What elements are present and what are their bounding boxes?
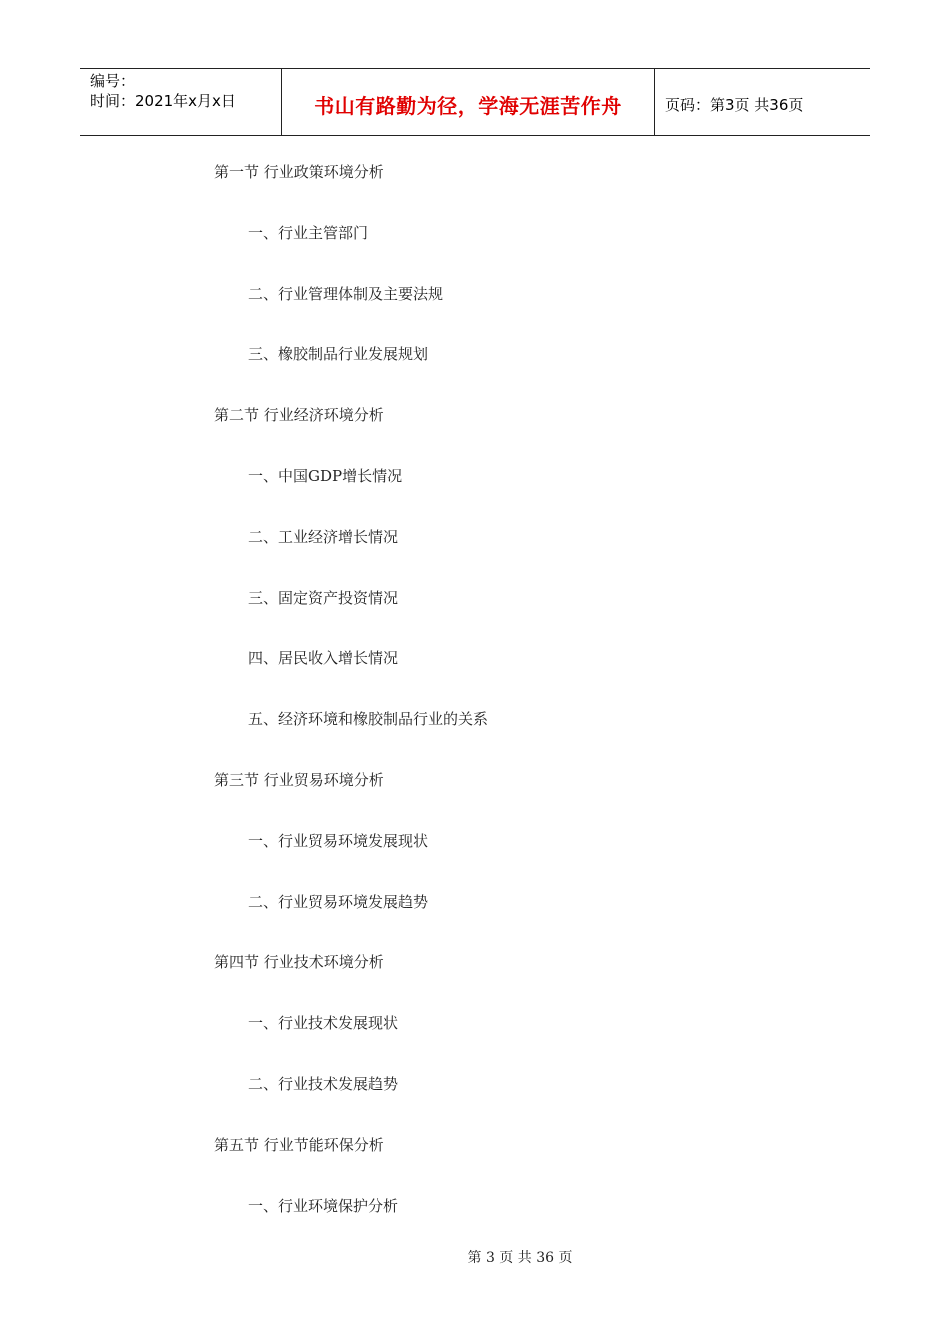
toc-subsection-item: 二、行业贸易环境发展趋势: [248, 893, 429, 911]
header-motto: 书山有路勤为径，学海无涯苦作舟: [314, 93, 622, 118]
header-motto-cell: [282, 69, 655, 135]
toc-subsection-item: 二、行业管理体制及主要法规: [248, 285, 444, 303]
footer-page-number: 第 3 页 共 36 页: [467, 1250, 573, 1266]
document-number-label: 编号：: [90, 72, 136, 90]
toc-subsection-item: 二、行业技术发展趋势: [248, 1075, 399, 1093]
page-footer: [0, 1247, 950, 1267]
toc-section-heading: 第五节 行业节能环保分析: [214, 1136, 384, 1154]
document-time-label: 时间：2021年x月x日: [90, 92, 236, 110]
toc-subsection-item: 五、经济环境和橡胶制品行业的关系: [248, 710, 489, 728]
toc-section-heading: 第一节 行业政策环境分析: [214, 163, 384, 181]
toc-subsection-item: 三、固定资产投资情况: [248, 589, 399, 607]
toc-subsection-item: 四、居民收入增长情况: [248, 649, 399, 667]
toc-subsection-item: 二、工业经济增长情况: [248, 528, 399, 546]
toc-section-heading: 第二节 行业经济环境分析: [214, 406, 384, 424]
header-page-info: 页码：第3页 共36页: [665, 95, 804, 114]
page-header: [80, 68, 870, 136]
toc-subsection-item: 一、中国GDP增长情况: [248, 467, 403, 485]
toc-subsection-item: 三、橡胶制品行业发展规划: [248, 345, 429, 363]
header-meta-cell: [80, 69, 282, 135]
toc-subsection-item: 一、行业主管部门: [248, 224, 369, 242]
header-page-info-cell: [655, 69, 870, 135]
toc-subsection-item: 一、行业技术发展现状: [248, 1014, 399, 1032]
toc-subsection-item: 一、行业环境保护分析: [248, 1197, 399, 1215]
toc-section-heading: 第三节 行业贸易环境分析: [214, 771, 384, 789]
toc-subsection-item: 一、行业贸易环境发展现状: [248, 832, 429, 850]
toc-section-heading: 第四节 行业技术环境分析: [214, 953, 384, 971]
